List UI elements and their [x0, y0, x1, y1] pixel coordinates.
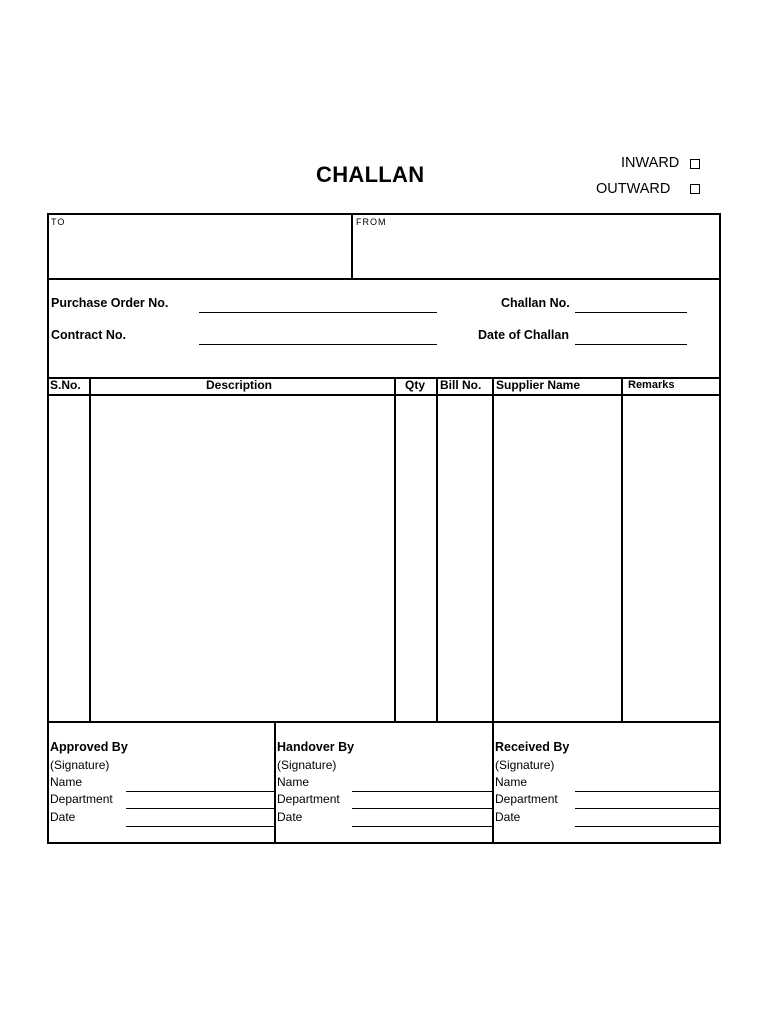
table-header-bottom-border [47, 394, 721, 396]
col-divider-bill [492, 377, 494, 722]
date-of-challan-field[interactable] [575, 344, 687, 345]
received-date-field[interactable] [575, 826, 721, 827]
page-title: CHALLAN [316, 162, 425, 187]
date-of-challan-label: Date of Challan [478, 328, 569, 342]
handover-by-heading: Handover By [277, 740, 355, 754]
approved-signature-label: (Signature) [50, 758, 110, 772]
outward-checkbox[interactable] [690, 184, 700, 194]
approved-by-heading: Approved By [50, 740, 128, 754]
received-signature-label: (Signature) [495, 758, 555, 772]
to-label: TO [51, 217, 66, 227]
inward-label: INWARD [621, 155, 680, 171]
table-bottom-border [47, 721, 721, 723]
col-divider-sno [89, 377, 91, 722]
received-date-label: Date [495, 810, 521, 824]
contract-no-field[interactable] [199, 344, 437, 345]
purchase-order-label: Purchase Order No. [51, 296, 169, 310]
handover-department-field[interactable] [352, 808, 492, 809]
signoff-divider-1 [274, 721, 276, 844]
received-name-field[interactable] [575, 791, 721, 792]
handover-date-field[interactable] [352, 826, 492, 827]
approved-department-label: Department [50, 792, 113, 806]
handover-department-label: Department [277, 792, 340, 806]
challan-no-field[interactable] [575, 312, 687, 313]
column-header-qty: Qty [405, 378, 426, 392]
approved-date-field[interactable] [126, 826, 274, 827]
column-header-bill-no: Bill No. [440, 378, 482, 392]
inward-checkbox[interactable] [690, 159, 700, 169]
received-by-heading: Received By [495, 740, 570, 754]
received-department-field[interactable] [575, 808, 721, 809]
outward-label: OUTWARD [596, 181, 671, 197]
column-header-remarks: Remarks [628, 379, 675, 391]
handover-signature-label: (Signature) [277, 758, 337, 772]
challan-no-label: Challan No. [501, 296, 570, 310]
col-divider-description [394, 377, 396, 722]
col-divider-qty [436, 377, 438, 722]
to-from-divider [351, 213, 353, 280]
column-header-description: Description [206, 378, 273, 392]
from-label: FROM [356, 217, 387, 227]
approved-name-label: Name [50, 775, 83, 789]
contract-no-label: Contract No. [51, 328, 126, 342]
handover-date-label: Date [277, 810, 303, 824]
column-header-supplier-name: Supplier Name [496, 378, 581, 392]
signoff-divider-2 [492, 721, 494, 844]
table-top-border [47, 377, 721, 379]
approved-department-field[interactable] [126, 808, 274, 809]
handover-name-field[interactable] [352, 791, 492, 792]
received-department-label: Department [495, 792, 558, 806]
column-header-sno: S.No. [50, 378, 81, 392]
handover-name-label: Name [277, 775, 310, 789]
approved-date-label: Date [50, 810, 76, 824]
parties-bottom-border [47, 278, 721, 280]
received-name-label: Name [495, 775, 528, 789]
approved-name-field[interactable] [126, 791, 274, 792]
col-divider-supplier [621, 377, 623, 722]
purchase-order-field[interactable] [199, 312, 437, 313]
